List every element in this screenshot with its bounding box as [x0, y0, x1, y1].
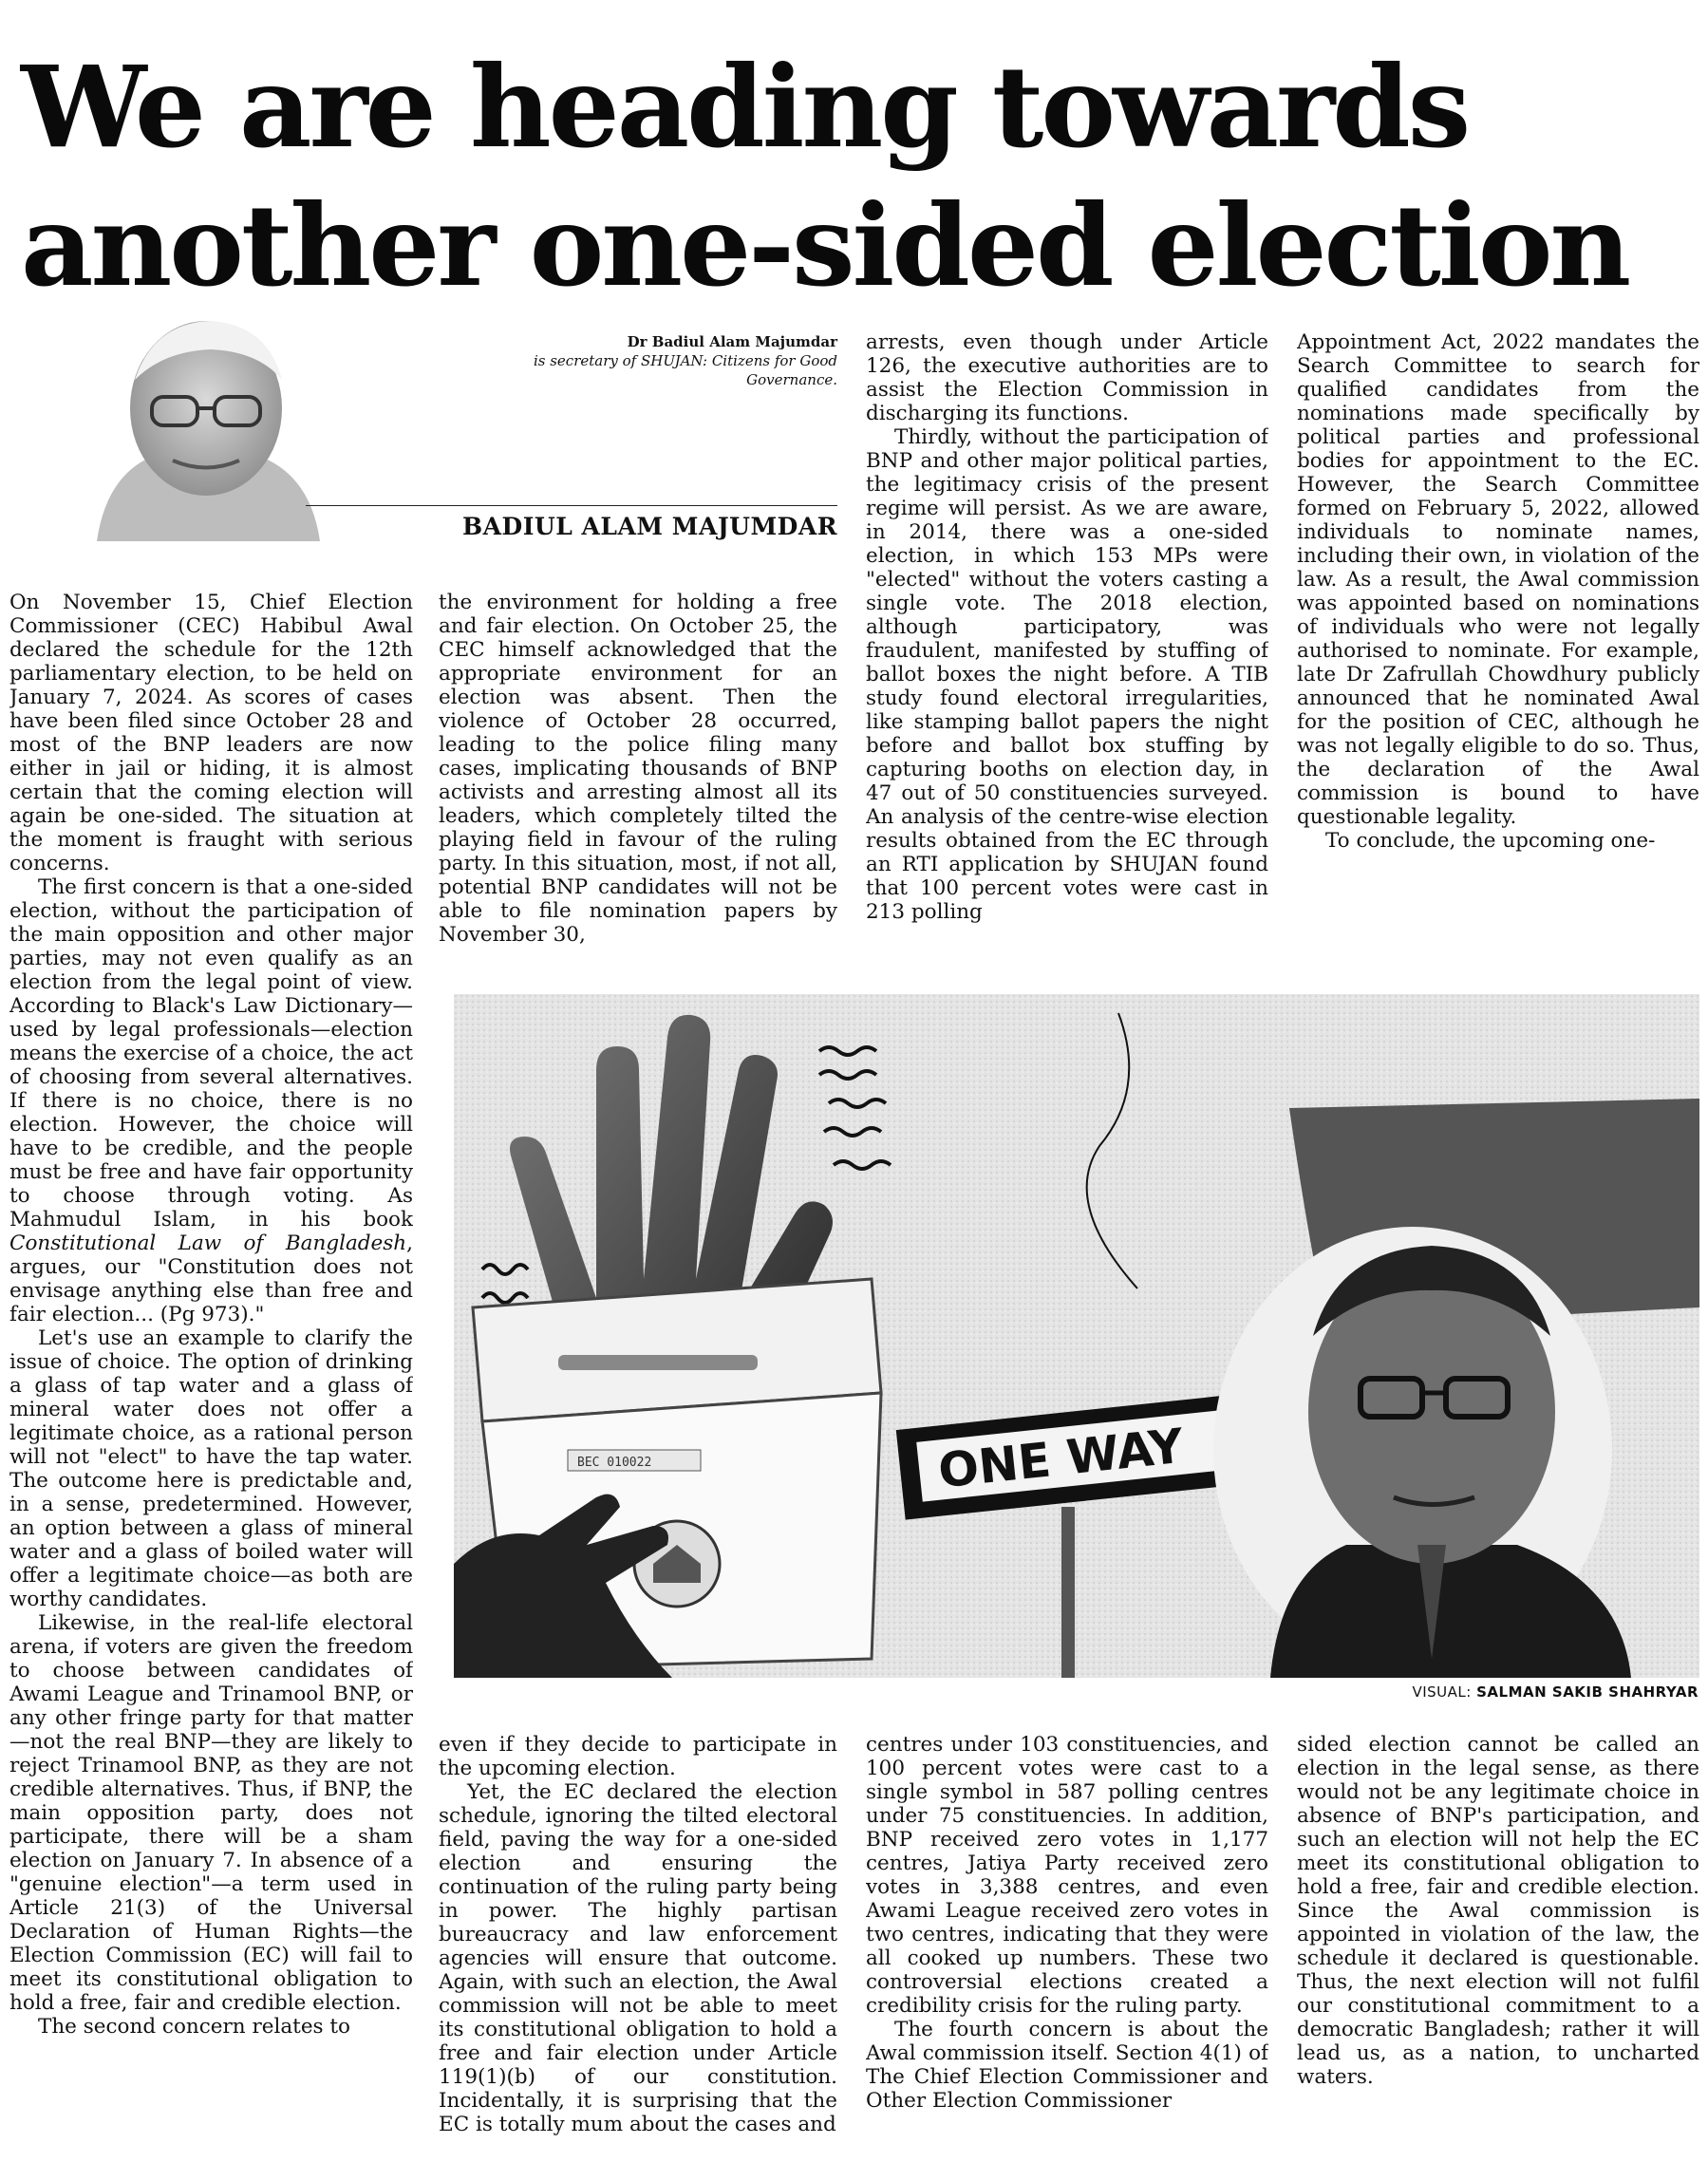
article-column-2-top: [439, 591, 837, 970]
article-column-3-top: [866, 330, 1268, 971]
paragraph: even if they decide to participate in the upcoming election.: [439, 1733, 837, 1780]
visual-credit: [1412, 1683, 1699, 1701]
book-title: Constitutional Law of Bangladesh: [9, 1232, 407, 1255]
bio-name: Dr Badiul Alam Majumdar: [627, 333, 837, 350]
paragraph: centres under 103 constituencies, and 100 percent votes were cast to a single symbol in 587 polling centres under 75 constituencies. In addition, BNP received zero votes in 1,177 centres, Jatiya Party received zero votes in 3,388 centres, and even Awami League received zero votes in two centres, indicating that they were all cooked up numbers. These two controversial elections created a credibility crisis for the ruling party.: [866, 1733, 1268, 2018]
paragraph: [9, 875, 413, 1326]
byline-rule: [306, 505, 837, 506]
paragraph: The second concern relates to: [38, 2015, 350, 2039]
sign-pole: [1061, 1507, 1075, 1678]
illustration-collage: [454, 994, 1699, 1678]
paragraph: arrests, even though under Article 126, the executive authorities are to assist the Election Commission in discharging its functions.: [866, 330, 1268, 425]
paragraph: Likewise, in the real-life electoral arena, if voters are given the freedom to choose between candidates of Awami League and Trinamool BNP, or any other fringe party for that matter—not the real BNP—they are likely to reject Trinamool BNP, as they are not credible alternatives. Thus, if BNP, the main opposition party, does not participate, there will be a sham election on January 7. In absence of a "genuine election"—a term used in Article 21(3) of the Universal Declaration of Human Rights—the Election Commission (EC) will fail to meet its constitutional obligation to hold a free, fair and credible election.: [9, 1611, 413, 2015]
ballot-box-label: BEC 010022: [577, 1456, 652, 1470]
author-bio: [439, 332, 837, 389]
headline-line-1: We are heading towards: [21, 41, 1469, 173]
author-block: [21, 313, 837, 551]
byline: BADIUL ALAM MAJUMDAR: [462, 513, 837, 540]
paragraph: Yet, the EC declared the election schedule, ignoring the tilted electoral field, paving the way for a one-sided election and ensuring the continuation of the ruling party being in power. The highly partisan bureaucracy and law enforcement agencies will ensure that outcome. Again, with such an election, the Awal commission will not be able to meet its constitutional obligation to hold a free and fair election under Article 119(1)(b) of our constitution. Incidentally, it is surprising that the EC is totally mum about the cases and: [439, 1780, 837, 2136]
sign-text: ONE WAY: [935, 1418, 1187, 1499]
paragraph: Thirdly, without the participation of BNP and other major political parties, the legitimacy crisis of the present regime will persist. As we are aware, in 2014, there was a one-sided election, in which 153 MPs were "elected" without the voters casting a single vote. The 2018 election, although participatory, was fraudulent, manifested by stuffing of ballot boxes the night before. A TIB study found electoral irregularities, like stamping ballot papers the night before and ballot box stuffing by capturing booths on election day, in 47 out of 50 constituencies surveyed. An analysis of the centre-wise election results obtained from the EC through an RTI application by SHUJAN found that 100 percent votes were cast in 213 polling: [866, 425, 1268, 924]
paragraph: sided election cannot be called an election in the legal sense, as there would not be any legitimate choice in absence of BNP's participation, and such an election will not help the EC meet its constitutional obligation to hold a free, fair and credible election. Since the Awal commission is appointed in violation of the law, the schedule it declared is questionable. Thus, the next election will not fulfil our constitutional commitment to a democratic Bangladesh; rather it will lead us, as a nation, to uncharted waters.: [1297, 1733, 1699, 2089]
paragraph: The fourth concern is about the Awal commission itself. Section 4(1) of The Chief Election Commissioner and Other Election Commissioner: [866, 2018, 1268, 2113]
paragraph: On November 15, Chief Election Commissioner (CEC) Habibul Awal declared the schedule for the 12th parliamentary election, to be held on January 7, 2024. As scores of cases have been filed since October 28 and most of the BNP leaders are now either in jail or hiding, it is almost certain that the coming election will again be one-sided. The situation at the moment is fraught with serious concerns.: [9, 591, 413, 875]
paragraph: Let's use an example to clarify the issue of choice. The option of drinking a glass of tap water and a glass of mineral water does not offer a legitimate choice, as a rational person will not "elect" to have the tap water. The outcome here is predictable and, in a sense, predetermined. However, an option between a glass of mineral water and a glass of boiled water will offer a legitimate choice—as both are worthy candidates.: [9, 1326, 413, 1611]
article-column-1: [9, 591, 413, 2176]
paragraph-text: The first concern is that a one-sided election, without the participation of the main opposition and other major parties, may not even qualify as an election from the legal point of view. According to Black's Law Dictionary—used by legal professionals—election means the exercise of a choice, the act of choosing from several alternatives. If there is no choice, there is no election. However, the choice will have to be credible, and the people must be free and have fair opportunity to choose through voting. As Mahmudul Islam, in his book: [9, 875, 413, 1232]
paragraph: Appointment Act, 2022 mandates the Search Committee to search for qualified candidates from the nominations made specifically by political parties and professional bodies for appointment to the EC. However, the Search Committee formed on February 5, 2022, allowed individuals to nominate names, including their own, in violation of the law. As a result, the Awal commission was appointed based on nominations of individuals who were not legally authorised to nominate. For example, late Dr Zafrullah Chowdhury publicly announced that he nominated Awal for the position of CEC, although he was not legally eligible to do so. Thus, the declaration of the Awal commission is bound to have questionable legality.: [1297, 330, 1699, 829]
article-column-3-bottom: [866, 1733, 1268, 2179]
bio-role: is secretary of SHUJAN: Citizens for Good Governance.: [533, 352, 837, 388]
article-column-2-bottom: [439, 1733, 837, 2179]
headline-line-2: another one-sided election: [21, 179, 1629, 311]
credit-prefix: VISUAL:: [1412, 1683, 1472, 1701]
author-portrait: [78, 313, 334, 541]
headline: [21, 38, 1692, 315]
paragraph: To conclude, the upcoming one-: [1325, 829, 1656, 853]
article-column-4-top: [1297, 330, 1699, 971]
credit-name: SALMAN SAKIB SHAHRYAR: [1476, 1683, 1699, 1701]
article-column-4-bottom: [1297, 1733, 1699, 2179]
paragraph: the environment for holding a free and fair election. On October 25, the CEC himself acknowledged that the appropriate environment for an election was absent. Then the violence of October 28 occurred, leading to the police filing many cases, implicating thousands of BNP activists and arresting almost all its leaders, which completely tilted the playing field in favour of the ruling party. In this situation, most, if not all, potential BNP candidates will not be able to file nomination papers by November 30,: [439, 591, 837, 947]
paragraph-text: , argues, our "Constitution does not envisage anything else than free and fair election... (Pg 973).": [9, 1232, 413, 1326]
